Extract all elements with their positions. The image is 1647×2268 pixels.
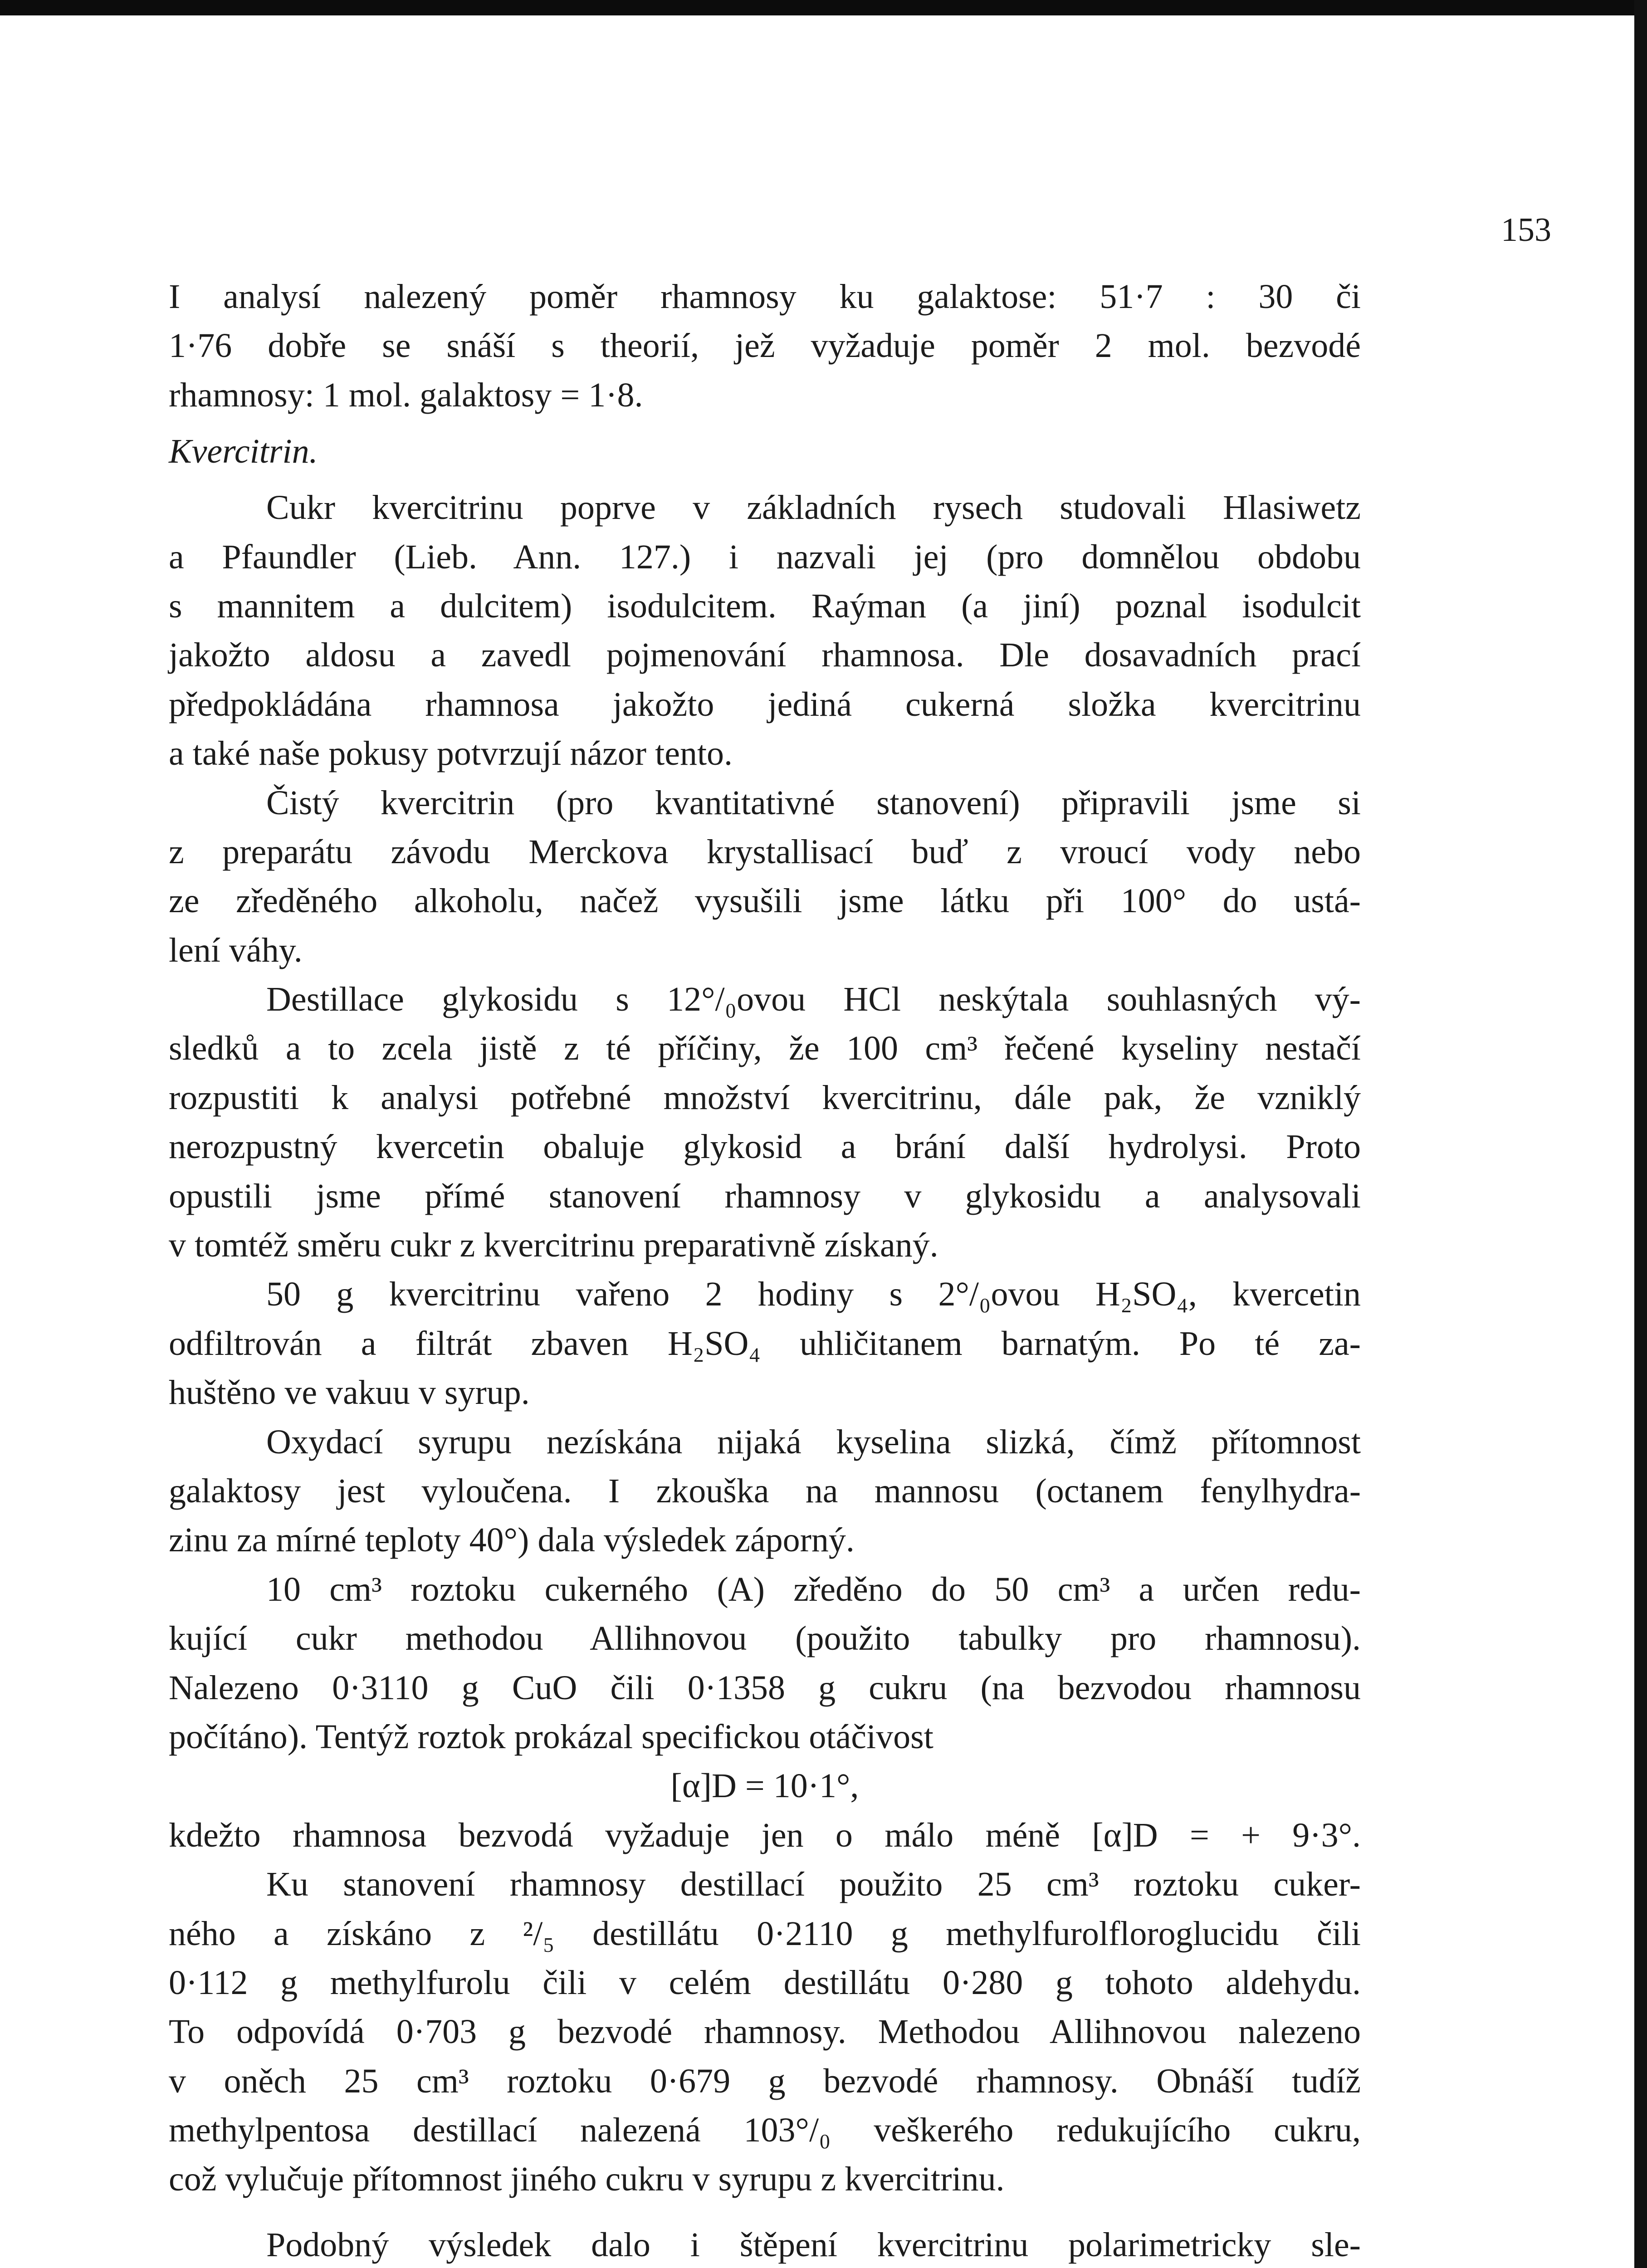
scan-top-edge: [0, 0, 1647, 15]
text-line: rhamnosy: 1 mol. galaktosy = 1·8.: [169, 376, 643, 414]
text-line: nerozpustný kvercetin obaluje glykosid a brání další hydrolysi. Proto: [169, 1128, 1361, 1166]
text-line: Oxydací syrupu nezískána nijaká kyselina slizká, čímž přítomnost: [266, 1422, 1361, 1461]
text-line: To odpovídá 0·703 g bezvodé rhamnosy. Methodou Allihnovou nalezeno: [169, 2013, 1361, 2051]
page-number: 153: [1501, 211, 1551, 249]
text-line: 0·112 g methylfurolu čili v celém destillátu 0·280 g tohoto aldehydu.: [169, 1963, 1361, 2002]
text-line: odfiltrován a filtrát zbaven H₂SO₄ uhličitanem barnatým. Po té za-: [169, 1324, 1361, 1363]
text-line: opustili jsme přímé stanovení rhamnosy v glykosidu a analysovali: [169, 1177, 1361, 1215]
text-line: huštěno ve vakuu v syrup.: [169, 1374, 530, 1412]
text-line: zinu za mírné teploty 40°) dala výsledek záporný.: [169, 1521, 855, 1559]
text-line: 50 g kvercitrinu vařeno 2 hodiny s 2°/₀ovou H₂SO₄, kvercetin: [266, 1275, 1361, 1314]
body-text: [169, 272, 1361, 2268]
text-line: kdežto rhamnosa bezvodá vyžaduje jen o málo méně [α]D = + 9·3°.: [169, 1816, 1361, 1854]
text-line: což vylučuje přítomnost jiného cukru v syrupu z kvercitrinu.: [169, 2160, 1005, 2199]
text-line: v oněch 25 cm³ roztoku 0·679 g bezvodé rhamnosy. Obnáší tudíž: [169, 2062, 1361, 2100]
text-line: sledků a to zcela jistě z té příčiny, že 100 cm³ řečené kyseliny nestačí: [169, 1029, 1361, 1068]
text-line: ze zředěného alkoholu, načež vysušili jsme látku při 100° do ustá-: [169, 882, 1361, 920]
text-line: Čistý kvercitrin (pro kvantitativné stanovení) připravili jsme si: [266, 783, 1361, 822]
text-line: z preparátu závodu Merckova krystallisací buď z vroucí vody nebo: [169, 832, 1361, 871]
text-line: ného a získáno z ²/₅ destillátu 0·2110 g methylfurolfloroglucidu čili: [169, 1914, 1361, 1953]
text-line: 1·76 dobře se snáší s theorií, jež vyžaduje poměr 2 mol. bezvodé: [169, 327, 1361, 365]
text-line: 10 cm³ roztoku cukerného (A) zředěno do 50 cm³ a určen redu-: [266, 1570, 1361, 1608]
text-line: Nalezeno 0·3110 g CuO čili 0·1358 g cukru (na bezvodou rhamnosu: [169, 1668, 1361, 1707]
text-line: Cukr kvercitrinu poprve v základních rysech studovali Hlasiwetz: [266, 489, 1361, 527]
text-line: počítáno). Tentýž roztok prokázal specifickou otáčivost: [169, 1717, 933, 1756]
text-line: Destillace glykosidu s 12°/₀ovou HCl neskýtala souhlasných vý-: [266, 980, 1361, 1019]
text-line: rozpustiti k analysi potřebné množství kvercitrinu, dále pak, že vzniklý: [169, 1078, 1361, 1117]
text-line: Ku stanovení rhamnosy destillací použito 25 cm³ roztoku cuker-: [266, 1865, 1361, 1904]
formula-line: [α]D = 10·1°,: [670, 1767, 859, 1805]
section-heading: Kvercitrin.: [169, 432, 318, 471]
text-line: Podobný výsledek dalo i štěpení kvercitrinu polarimetricky sle-: [266, 2225, 1361, 2264]
text-line: s mannitem a dulcitem) isodulcitem. Raýman (a jiní) poznal isodulcit: [169, 587, 1361, 625]
scan-right-edge: [1634, 0, 1647, 2268]
text-line: galaktosy jest vyloučena. I zkouška na mannosu (octanem fenylhydra-: [169, 1471, 1361, 1510]
text-line: předpokládána rhamnosa jakožto jediná cukerná složka kvercitrinu: [169, 685, 1361, 723]
text-line: a Pfaundler (Lieb. Ann. 127.) i nazvali jej (pro domnělou obdobu: [169, 538, 1361, 576]
text-line: a také naše pokusy potvrzují názor tento.: [169, 734, 733, 773]
text-line: lení váhy.: [169, 931, 303, 969]
text-line: methylpentosa destillací nalezená 103°/₀ veškerého redukujícího cukru,: [169, 2111, 1361, 2150]
text-line: jakožto aldosu a zavedl pojmenování rhamnosa. Dle dosavadních prací: [169, 636, 1361, 675]
text-line: I analysí nalezený poměr rhamnosy ku galaktose: 51·7 : 30 či: [169, 278, 1361, 316]
text-line: v tomtéž směru cukr z kvercitrinu preparativně získaný.: [169, 1226, 938, 1265]
text-line: kující cukr methodou Allihnovou (použito tabulky pro rhamnosu).: [169, 1619, 1361, 1658]
